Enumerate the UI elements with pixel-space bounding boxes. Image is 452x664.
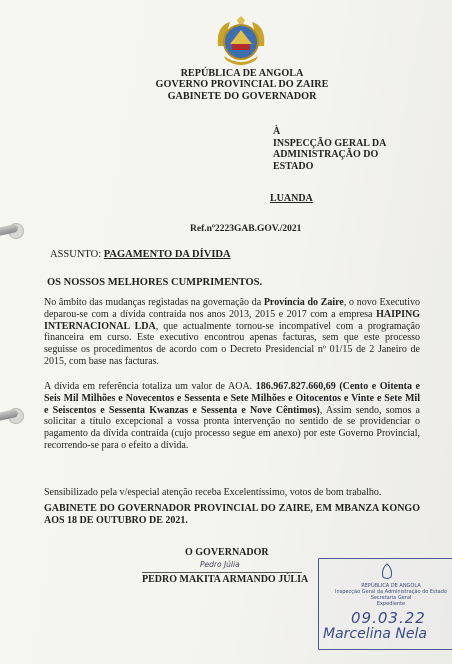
greeting: OS NOSSOS MELHORES CUMPRIMENTOS. — [47, 277, 263, 288]
recipient-line: À — [273, 126, 281, 137]
header-government: GOVERNO PROVINCIAL DO ZAIRE — [155, 79, 329, 91]
stamp-emblem-icon — [379, 563, 395, 581]
stamp-line: REPÚBLICA DE ANGOLA — [361, 583, 421, 589]
binder-ring — [0, 220, 26, 242]
text-run: No âmbito das mudanças registadas na governação da — [44, 297, 264, 308]
stamp-line: Inspecção Geral da Administração do Estado — [335, 589, 447, 595]
signatory-name: PEDRO MAKITA ARMANDO JÚLIA — [142, 574, 309, 585]
handwritten-signature: Pedro Júlia — [200, 560, 240, 569]
stamp-text — [329, 583, 452, 607]
text-run-bold: HAIPING INTERNACIONAL LDA — [44, 308, 420, 332]
stamp-line: Expediente — [376, 601, 406, 607]
binder-ring — [0, 405, 26, 427]
text-run: , que actualmente tornou-se incompatível com a programação financeira em curso. Este executivo encontrou apenas facturas, sem que este processo seguisse os procedimentos de acordo com o Decreto Presidencial nº 01/15 de 2 Janeiro de 2015, com base nas facturas. — [44, 320, 420, 367]
subject-value: PAGAMENTO DA DÍVIDA — [103, 249, 231, 260]
paragraph-2 — [44, 381, 420, 452]
coat-of-arms-emblem — [212, 16, 270, 68]
paragraph-1 — [44, 297, 420, 368]
recipient-line: INSPECÇÃO GERAL DA — [273, 137, 387, 149]
recipient-line: ESTADO — [273, 160, 314, 172]
signature-line — [142, 572, 302, 573]
reference-number: Ref.nº2223GAB.GOV./2021 — [190, 224, 302, 234]
text-run: A dívida em referência totaliza um valor de AOA. — [44, 381, 256, 392]
stamp-date: 09.03.22 — [351, 609, 426, 627]
subject-line — [50, 249, 231, 260]
stamp-line: Secretaria Geral — [370, 595, 412, 601]
recipient-address — [273, 126, 386, 172]
paragraph-3: Sensibilizado pela v/especial atenção receba Excelentíssimo, votos de bom trabalho. — [44, 487, 382, 498]
stamp-handwritten-name: Marcelina Nela — [323, 626, 427, 642]
recipient-city: LUANDA — [270, 193, 313, 204]
header-country: REPÚBLICA DE ANGOLA — [180, 68, 304, 79]
text-run-bold: Província do Zaire — [263, 297, 344, 308]
header-office: GABINETE DO GOVERNADOR — [167, 90, 317, 102]
text-run: , o novo Executivo deparou-se com a dívida contraída nos anos 2013, 2015 e 2017 com a empresa — [44, 297, 420, 320]
text-run: , Assim sendo, somos a solicitar a título excepcional a vossa pronta intervenção no sentido de se providenciar o pagamento da dívida contraída (cujo processo segue em anexo) por este Governo Provincial, recorrendo-se para o efeito a dívida. — [44, 404, 420, 451]
letterhead — [130, 68, 354, 102]
subject-label: ASSUNTO: — [50, 249, 102, 260]
signatory-title: O GOVERNADOR — [185, 547, 269, 558]
closing-location-date: GABINETE DO GOVERNADOR PROVINCIAL DO ZAIRE, EM MBANZA KONGO AOS 18 DE OUTUBRO DE 2021. — [44, 503, 420, 526]
recipient-line: ADMINISTRAÇÃO DO — [273, 149, 379, 160]
reception-stamp — [318, 558, 452, 650]
text-run-bold: 186.967.827.660,69 (Cento e Oitenta e Seis Mil Milhões e Novecentos e Sessenta e Sete Milhões e Oitocentos e Vinte e Sete Mil e Seiscentos e Sessenta Kwanzas e Sessenta e Nove Cêntimos) — [44, 381, 420, 416]
